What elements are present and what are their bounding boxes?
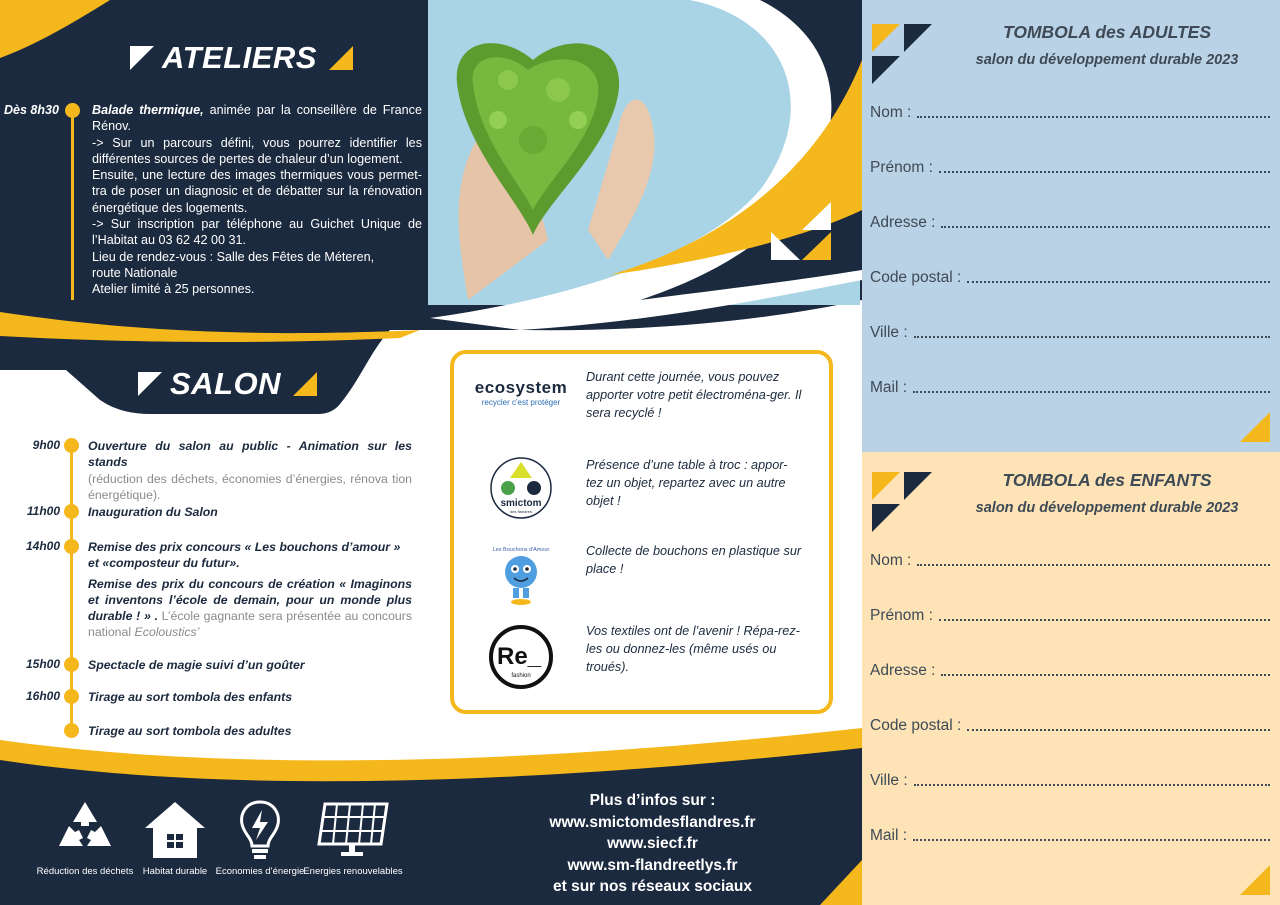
ateliers-title: ATELIERS bbox=[130, 40, 353, 76]
tombola-subtitle: salon du développement durable 2023 bbox=[975, 52, 1239, 68]
website-link[interactable]: www.sm-flandreetlys.fr bbox=[567, 856, 738, 874]
more-info-block: Plus d’infos sur : www.smictomdesflandres.fr www.siecf.fr www.sm-flandreetlys.fr et sur nos réseaux sociaux bbox=[510, 790, 795, 898]
address-field[interactable]: Adresse : bbox=[870, 662, 1270, 680]
svg-text:smictom: smictom bbox=[500, 498, 542, 509]
timeline-dot bbox=[64, 689, 79, 704]
recycle-icon bbox=[53, 798, 117, 862]
title-triangle-icon bbox=[138, 372, 162, 396]
address-field[interactable]: Adresse : bbox=[870, 214, 1270, 232]
partner-row: Les Bouchons d'Amour Collecte de bouchons en plastique sur place ! bbox=[454, 542, 829, 614]
title-triangle-icon bbox=[329, 46, 353, 70]
title-triangle-icon bbox=[130, 46, 154, 70]
tombola-title: TOMBOLA des ENFANTS bbox=[1002, 470, 1212, 490]
tombola-logo-icon bbox=[872, 24, 932, 84]
ateliers-time: Dès 8h30 bbox=[4, 103, 59, 117]
firstname-field[interactable]: Prénom : bbox=[870, 159, 1270, 177]
timeline-dot bbox=[65, 103, 80, 118]
name-field[interactable]: Nom : bbox=[870, 552, 1270, 570]
partners-box bbox=[450, 350, 833, 714]
title-triangle-icon bbox=[293, 372, 317, 396]
tombola-title: TOMBOLA des ADULTES bbox=[1002, 22, 1212, 42]
footer-theme: Réduction des déchets bbox=[35, 798, 135, 877]
partner-row: Re_ fashion Vos textiles ont de l’avenir ! Répa-rez-les ou donnez-les (même usés ou troués). bbox=[454, 622, 829, 694]
tombola-kids-form bbox=[862, 452, 1280, 905]
city-field[interactable]: Ville : bbox=[870, 324, 1270, 342]
timeline-dot bbox=[64, 657, 79, 672]
bouchons-logo bbox=[466, 542, 576, 608]
solar-panel-icon bbox=[317, 798, 389, 862]
ecosystem-logo: ecosystem recycler c'est protéger bbox=[474, 378, 568, 407]
tombola-adults-form bbox=[862, 0, 1280, 452]
timeline-line bbox=[71, 110, 74, 300]
partner-row: ecosystem recycler c'est protéger Durant cette journée, vous pouvez apporter votre petit électroména-ger. Il sera recyclé ! bbox=[454, 368, 829, 438]
partner-row: smictom des flandres Présence d’une table à troc : appor-tez un objet, repartez avec un autre objet ! bbox=[454, 456, 829, 526]
footer-theme: Habitat durable bbox=[125, 798, 225, 877]
tombola-logo-icon bbox=[872, 472, 932, 532]
name-field[interactable]: Nom : bbox=[870, 104, 1270, 122]
firstname-field[interactable]: Prénom : bbox=[870, 607, 1270, 625]
corner-triangle-icon bbox=[1240, 865, 1270, 895]
postal-code-field[interactable]: Code postal : bbox=[870, 269, 1270, 287]
corner-triangle-icon bbox=[1240, 412, 1270, 442]
svg-text:Les Bouchons d'Amour: Les Bouchons d'Amour bbox=[492, 547, 550, 553]
svg-text:des flandres: des flandres bbox=[510, 509, 532, 514]
postal-code-field[interactable]: Code postal : bbox=[870, 717, 1270, 735]
footer-theme: Economies d’énergie bbox=[210, 798, 310, 877]
email-field[interactable]: Mail : bbox=[870, 379, 1270, 397]
timeline-dot bbox=[64, 539, 79, 554]
timeline-dot bbox=[64, 504, 79, 519]
heart-hands-photo bbox=[428, 0, 858, 320]
website-link[interactable]: www.smictomdesflandres.fr bbox=[549, 813, 756, 831]
salon-title: SALON bbox=[138, 366, 317, 402]
refashion-logo bbox=[466, 622, 576, 692]
footer-theme: Energies renouvelables bbox=[303, 798, 403, 877]
brochure-left-panel: ATELIERS Dès 8h30 Balade thermique, animée par la conseillère de France Rénov. -> Sur un parcours défini, vous pourrez identifier les différentes sources de pertes de chaleur d’un logement. Ensuite, une lecture des images thermiques vous permet-tra de poser un diagnosic et de débatter sur la rénovation énergétique des logements. -> Sur inscription par téléphone au Guichet Unique de l’Habitat au 03 62 42 00 31. Lieu de rendez-vous : Salle des Fêtes de Méteren, route Nationale Atelier limité à 25 personnes. SALON 9h00 Ouverture du salon au public - Animation sur les stands (réduction des déchets, économies d’énergies, rénova tion énergétique). 11h00 Inauguration du Salon 14h00 Remise des prix concours « Les bouchons d’amour » et «composteur du futur». Remise des prix du concours de création « Imaginons et inventons l’école de demain, pour un monde plus durable ! » . L’école gagnante sera présentée au concours national Ecoloustics’ 15h00 Spectacle de magie suivi d’un goûter 16h00 Tirage au sort tombola des enfants Tirage au sort tombola des adultes ecosystem recycler c'est protéger Durant cette journée, vous pouvez apporter votre petit électroména-ger. Il sera recyclé ! smictom des flandres Présence d’une table à troc : appor-tez un objet, repartez avec un autre objet ! Les Bouchons d'Amour Collecte de bouchons en plastique sur place ! Re_ fashion Vos textiles ont de l’avenir ! Répa-rez-les ou donnez-les (même usés ou troués). Réduction des déchets Habitat durable Economies d’énergie Energies renouvelables Plus d’infos sur : www.smictomdesflandres.fr www.siecf.fr www.sm-flandreetlys.fr et sur nos réseaux sociaux bbox=[0, 0, 862, 905]
house-icon bbox=[143, 798, 207, 862]
svg-text:fashion: fashion bbox=[511, 673, 531, 679]
tombola-subtitle: salon du développement durable 2023 bbox=[975, 500, 1239, 516]
city-field[interactable]: Ville : bbox=[870, 772, 1270, 790]
lightbulb-icon bbox=[228, 798, 292, 862]
email-field[interactable]: Mail : bbox=[870, 827, 1270, 845]
svg-text:Re_: Re_ bbox=[496, 643, 542, 670]
timeline-dot bbox=[64, 438, 79, 453]
smictom-logo bbox=[466, 456, 576, 520]
ateliers-description: Balade thermique, animée par la conseillère de France Rénov. -> Sur un parcours défini, vous pourrez identifier les différentes sources de pertes de chaleur d’un logement. Ensuite, une lecture des images thermiques vous permet-tra de poser un diagnosic et de débatter sur la rénovation énergétique des logements. -> Sur inscription par téléphone au Guichet Unique de l’Habitat au 03 62 42 00 31. Lieu de rendez-vous : Salle des Fêtes de Méteren, route Nationale Atelier limité à 25 personnes. bbox=[92, 103, 422, 297]
timeline-dot bbox=[64, 723, 79, 738]
website-link[interactable]: www.siecf.fr bbox=[607, 835, 698, 852]
